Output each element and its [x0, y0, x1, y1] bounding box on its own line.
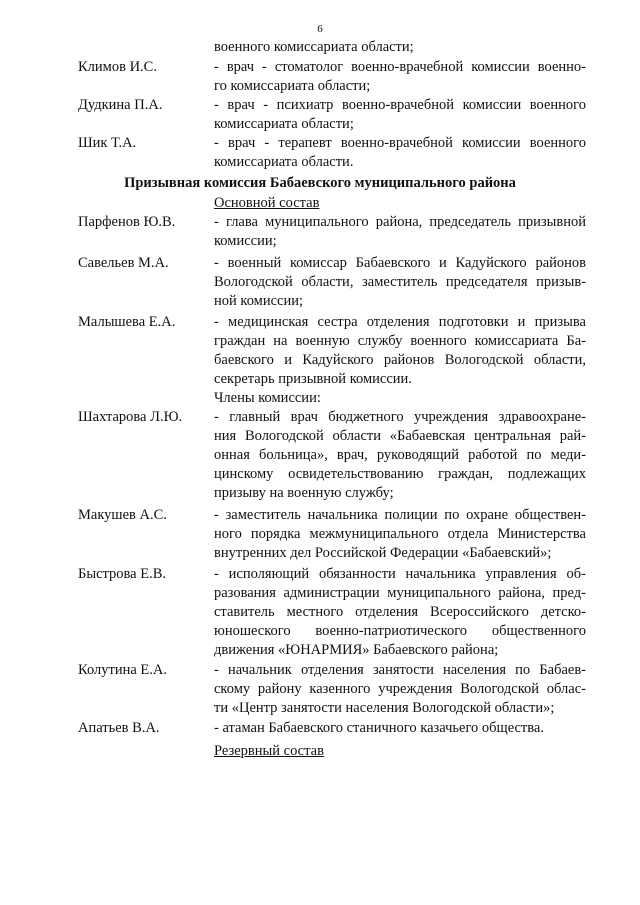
member-name: Малышева Е.А. [78, 314, 176, 330]
member-name: Дудкина П.А. [78, 97, 163, 113]
member-description [214, 134, 586, 172]
description-line: ставитель местного отделения Всероссийского детско- [214, 604, 586, 620]
description-line: - военный комиссар Бабаевского и Кадуйского районов [214, 255, 586, 271]
member-description [214, 58, 586, 96]
description-line: - исполяющий обязанности начальника управления об- [214, 566, 586, 582]
member-name: Климов И.С. [78, 59, 157, 75]
description-line: скому району казенного учреждения Вологодской облас- [214, 681, 586, 697]
description-line: - врач - терапевт военно-врачебной комиссии военного [214, 135, 586, 151]
description-line: - заместитель начальника полиции по охране обществен- [214, 507, 586, 523]
member-name: Быстрова Е.В. [78, 566, 167, 582]
description-line: онная больница», врач, руководящий работой по меди- [214, 447, 586, 463]
description-line: ного порядка межмуниципального отдела Министерства [214, 526, 586, 542]
description-line: комиссариата области; [214, 116, 354, 132]
member-description [214, 661, 586, 718]
description-line: секретарь призывной комиссии. [214, 371, 412, 387]
member-description [214, 313, 586, 389]
description-line: граждан на военную службу военного комиссариата Ба- [214, 333, 586, 349]
member-name: Шик Т.А. [78, 135, 137, 151]
member-name: Колутина Е.А. [78, 662, 167, 678]
description-line: комиссариата области. [214, 154, 354, 170]
members-label: Члены комиссии: [214, 390, 321, 406]
member-name: Савельев М.А. [78, 255, 169, 271]
member-description [214, 213, 586, 251]
member-description [214, 408, 586, 503]
description-line: ной комиссии; [214, 293, 304, 309]
description-line: комиссии; [214, 233, 277, 249]
page-number: 6 [317, 23, 323, 35]
member-description [214, 96, 586, 134]
member-description [214, 254, 586, 311]
description-line: юношеского военно-патриотического общественного [214, 623, 586, 639]
description-line: внутренних дел Российской Федерации «Бабаевский»; [214, 545, 552, 561]
description-line: - глава муниципального района, председатель призывной [214, 214, 586, 230]
member-description [214, 565, 586, 660]
member-name: Макушев А.С. [78, 507, 167, 523]
main-composition-label: Основной состав [214, 195, 320, 211]
description-line: - главный врач бюджетного учреждения здравоохране- [214, 409, 586, 425]
description-line: го комиссариата области; [214, 78, 371, 94]
member-description [214, 719, 586, 738]
member-name: Парфенов Ю.В. [78, 214, 176, 230]
description-line: цинскому освидетельствованию граждан, подлежащих [214, 466, 586, 482]
description-line: - врач - психиатр военно-врачебной комиссии военного [214, 97, 586, 113]
description-line: Вологодской области, заместитель председателя призыв- [214, 274, 586, 290]
description-line: - начальник отделения занятости населения по Бабаев- [214, 662, 586, 678]
reserve-composition-label: Резервный состав [214, 743, 324, 759]
description-line: ти «Центр занятости населения Вологодской области»; [214, 700, 555, 716]
section-title: Призывная комиссия Бабаевского муниципального района [124, 175, 516, 191]
description-line: призыву на военную службу; [214, 485, 394, 501]
description-line: - врач - стоматолог военно-врачебной комиссии военно- [214, 59, 586, 75]
description-line: движения «ЮНАРМИЯ» Бабаевского района; [214, 642, 499, 658]
member-name: Апатьев В.А. [78, 720, 160, 736]
description-line: разования администрации муниципального района, пред- [214, 585, 586, 601]
description-line: - атаман Бабаевского станичного казачьего общества. [214, 720, 544, 736]
member-name: Шахтарова Л.Ю. [78, 409, 183, 425]
description-line: - медицинская сестра отделения подготовки и призыва [214, 314, 586, 330]
continuation-line: военного комиссариата области; [214, 39, 414, 55]
description-line: ния Вологодской области «Бабаевская центральная рай- [214, 428, 586, 444]
member-description [214, 506, 586, 563]
description-line: баевского и Кадуйского районов Вологодской области, [214, 352, 586, 368]
